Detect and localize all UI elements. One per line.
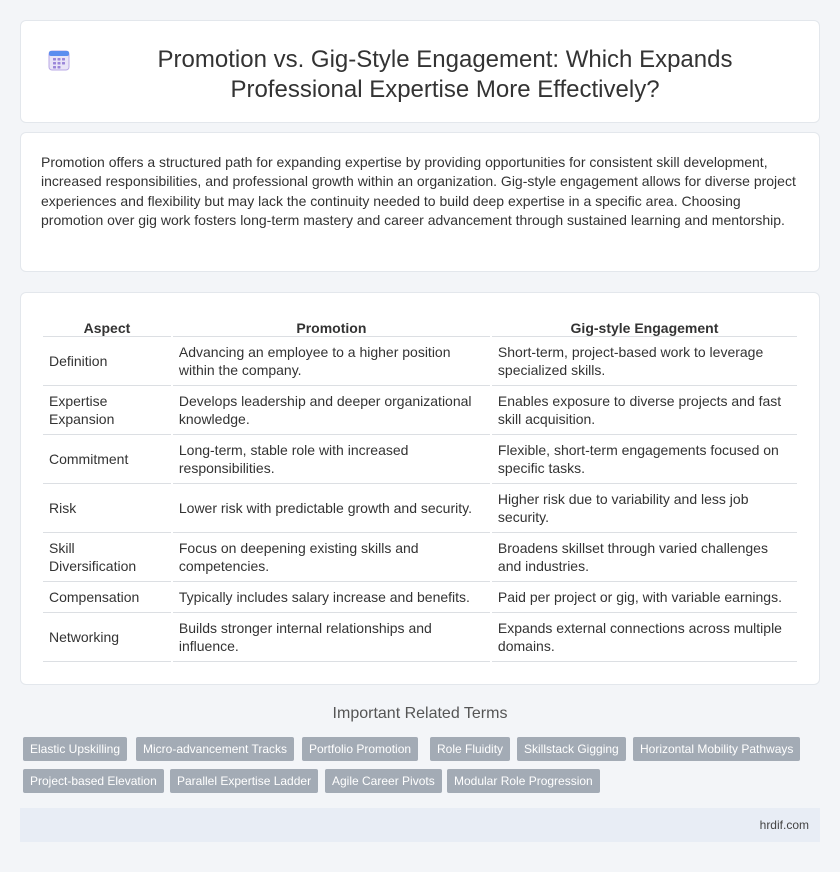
row-gig: Broadens skillset through varied challenges and industries. — [492, 533, 797, 582]
row-promotion: Develops leadership and deeper organizational knowledge. — [173, 386, 490, 435]
row-promotion: Long-term, stable role with increased responsibilities. — [173, 435, 490, 484]
column-header-promotion: Promotion — [173, 313, 490, 337]
table-row — [43, 435, 797, 484]
row-aspect: Compensation — [43, 582, 171, 613]
calendar-icon — [47, 48, 71, 72]
row-gig: Short-term, project-based work to leverage specialized skills. — [492, 337, 797, 386]
row-aspect: Expertise Expansion — [43, 386, 171, 435]
related-terms-heading: Important Related Terms — [332, 705, 508, 722]
related-term-tag[interactable]: Role Fluidity — [430, 737, 510, 761]
row-aspect: Definition — [43, 337, 171, 386]
comparison-table — [41, 313, 799, 662]
row-promotion: Builds stronger internal relationships and influence. — [173, 613, 490, 662]
related-term-tag[interactable]: Agile Career Pivots — [325, 769, 442, 793]
footer-site-link[interactable]: hrdif.com — [759, 818, 809, 832]
row-gig: Expands external connections across multiple domains. — [492, 613, 797, 662]
related-term-tag[interactable]: Parallel Expertise Ladder — [170, 769, 318, 793]
row-promotion: Advancing an employee to a higher position within the company. — [173, 337, 490, 386]
title-card — [20, 20, 820, 123]
row-gig: Paid per project or gig, with variable earnings. — [492, 582, 797, 613]
table-row — [43, 337, 797, 386]
related-term-tag[interactable]: Horizontal Mobility Pathways — [633, 737, 800, 761]
row-promotion: Focus on deepening existing skills and competencies. — [173, 533, 490, 582]
row-gig: Flexible, short-term engagements focused on specific tasks. — [492, 435, 797, 484]
table-row — [43, 582, 797, 613]
intro-card — [20, 132, 820, 272]
table-row — [43, 484, 797, 533]
row-aspect: Skill Diversification — [43, 533, 171, 582]
table-header-row — [43, 313, 797, 337]
comparison-card — [20, 292, 820, 685]
row-aspect: Risk — [43, 484, 171, 533]
page-title: Promotion vs. Gig-Style Engagement: Which Expands Professional Expertise More Effectively? — [157, 46, 733, 103]
related-term-tag[interactable]: Skillstack Gigging — [517, 737, 626, 761]
row-promotion: Lower risk with predictable growth and security. — [173, 484, 490, 533]
table-row — [43, 386, 797, 435]
table-row — [43, 533, 797, 582]
row-gig: Higher risk due to variability and less job security. — [492, 484, 797, 533]
related-term-tag[interactable]: Micro-advancement Tracks — [136, 737, 294, 761]
intro-paragraph: Promotion offers a structured path for expanding expertise by providing opportunities for consistent skill development, increased responsibilities, and professional growth within an organization. Gig-style engagement allows for diverse project experiences and flexibility but may lack the continuity needed to build deep expertise in a specific area. Choosing promotion over gig work fosters long-term mastery and career advancement through sustained learning and mentorship. — [41, 154, 796, 228]
row-aspect: Commitment — [43, 435, 171, 484]
related-term-tag[interactable]: Portfolio Promotion — [302, 737, 418, 761]
column-header-aspect: Aspect — [43, 313, 171, 337]
column-header-gig: Gig-style Engagement — [492, 313, 797, 337]
related-term-tag[interactable]: Elastic Upskilling — [23, 737, 127, 761]
row-gig: Enables exposure to diverse projects and fast skill acquisition. — [492, 386, 797, 435]
row-promotion: Typically includes salary increase and benefits. — [173, 582, 490, 613]
related-term-tag[interactable]: Modular Role Progression — [447, 769, 600, 793]
footer — [20, 808, 820, 842]
table-row — [43, 613, 797, 662]
related-term-tag[interactable]: Project-based Elevation — [23, 769, 164, 793]
row-aspect: Networking — [43, 613, 171, 662]
